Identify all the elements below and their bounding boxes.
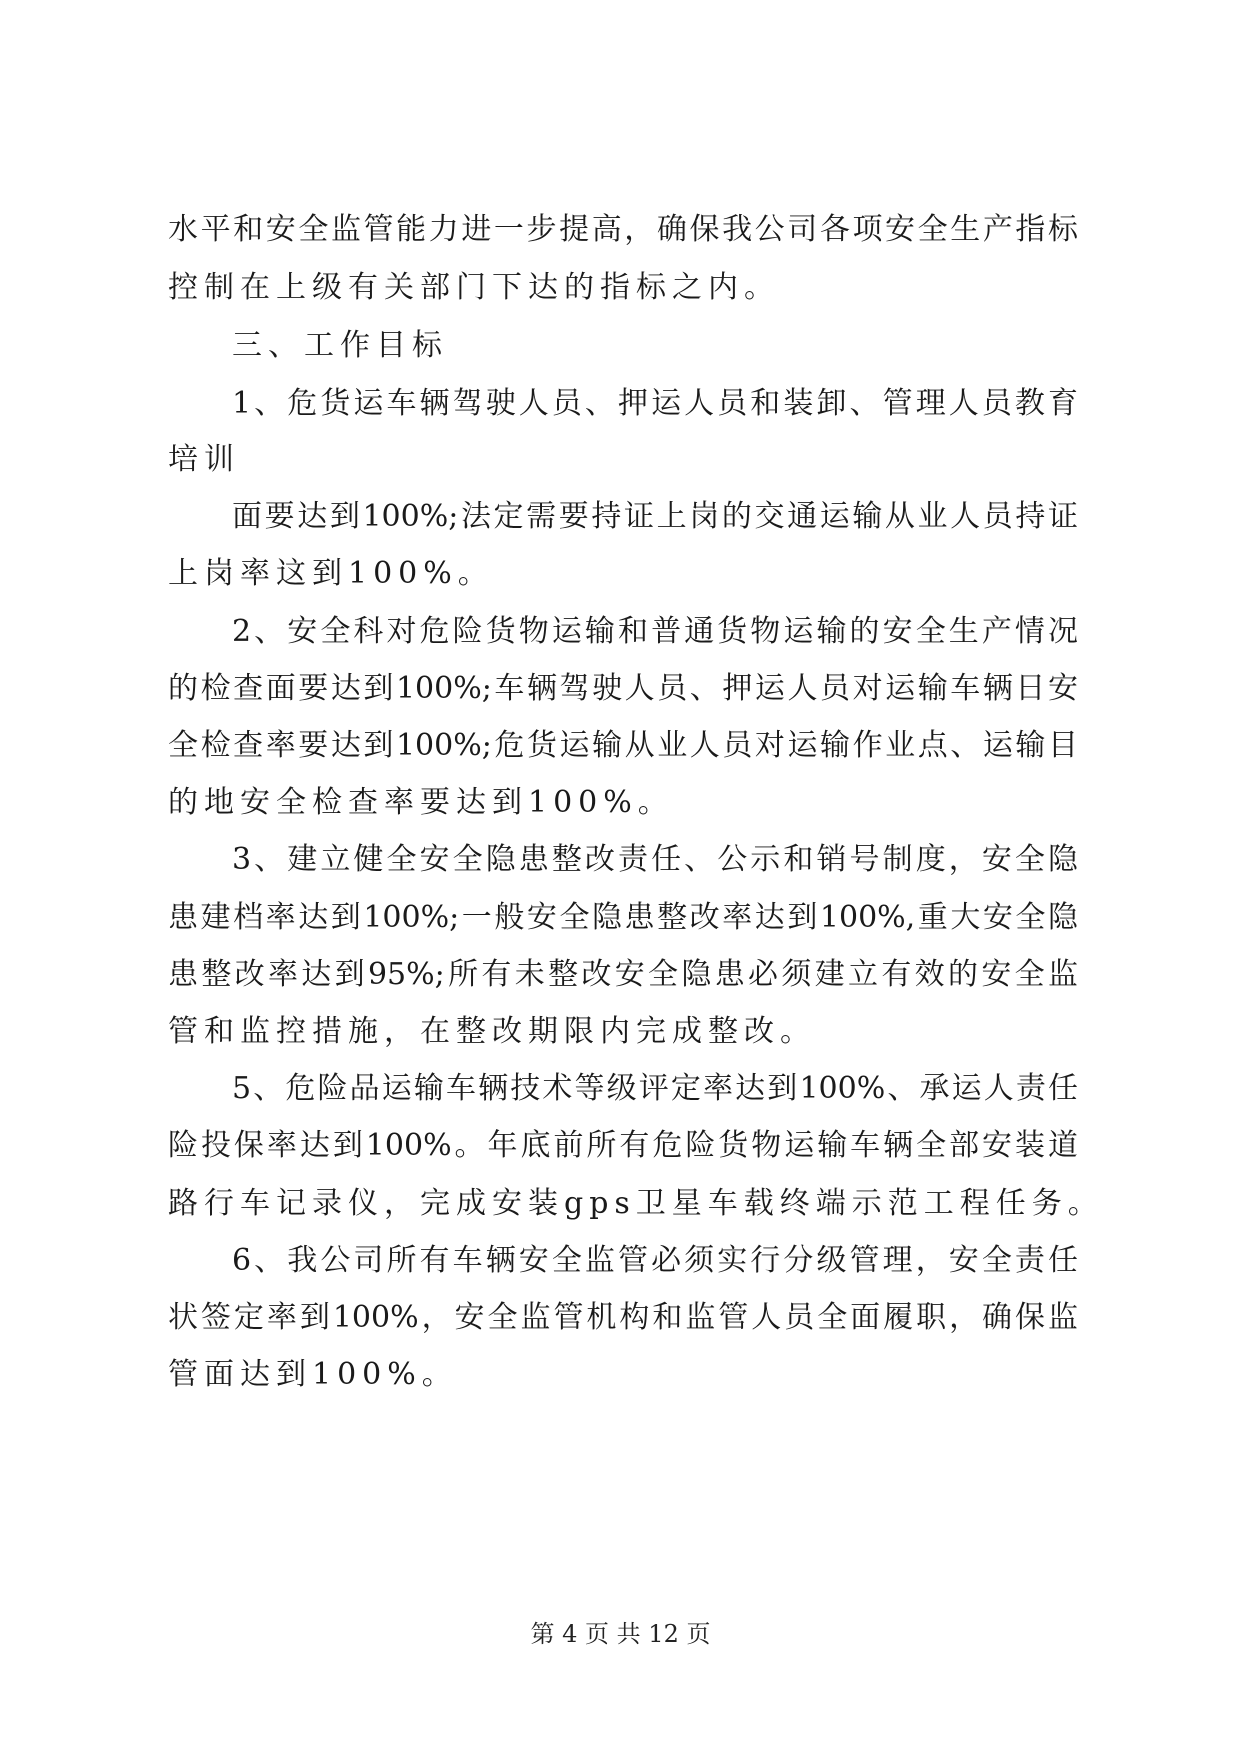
text-line: 控制在上级有关部门下达的指标之内。 <box>168 270 780 305</box>
text-line: 的地安全检查率要达到100%。 <box>168 785 674 820</box>
text-line: 3、建立健全安全隐患整改责任、公示和销号制度，安全隐 <box>232 842 1078 877</box>
text-line: 上岗率这到100%。 <box>168 556 494 591</box>
text-line: 状签定率到100%，安全监管机构和监管人员全面履职，确保监 <box>168 1300 1078 1335</box>
text-line: 水平和安全监管能力进一步提高，确保我公司各项安全生产指标 <box>168 212 1078 247</box>
text-line: 6、我公司所有车辆安全监管必须实行分级管理，安全责任 <box>232 1243 1078 1278</box>
text-line: 患整改率达到95%;所有未整改安全隐患必须建立有效的安全监 <box>168 957 1078 992</box>
text-line: 2、安全科对危险货物运输和普通货物运输的安全生产情况 <box>232 614 1078 649</box>
text-line: 全检查率要达到100%;危货运输从业人员对运输作业点、运输目 <box>168 728 1078 763</box>
text-line: 面要达到100%;法定需要持证上岗的交通运输从业人员持证 <box>232 499 1078 534</box>
text-line: 管和监控措施，在整改期限内完成整改。 <box>168 1014 816 1049</box>
text-line: 管面达到100%。 <box>168 1357 458 1392</box>
text-line: 患建档率达到100%;一般安全隐患整改率达到100%,重大安全隐 <box>168 900 1078 935</box>
text-line: 的检查面要达到100%;车辆驾驶人员、押运人员对运输车辆日安 <box>168 671 1078 706</box>
page-number-footer: 第 4 页 共 12 页 <box>530 1620 711 1648</box>
text-line: 5、危险品运输车辆技术等级评定率达到100%、承运人责任 <box>232 1071 1078 1106</box>
text-line: 险投保率达到100%。年底前所有危险货物运输车辆全部安装道 <box>168 1128 1078 1163</box>
text-line: 路行车记录仪，完成安装gps卫星车载终端示范工程任务。 <box>168 1186 1104 1221</box>
section-heading: 三、工作目标 <box>232 328 448 363</box>
text-line: 培训 <box>168 442 240 477</box>
text-line: 1、危货运车辆驾驶人员、押运人员和装卸、管理人员教育 <box>232 386 1078 421</box>
